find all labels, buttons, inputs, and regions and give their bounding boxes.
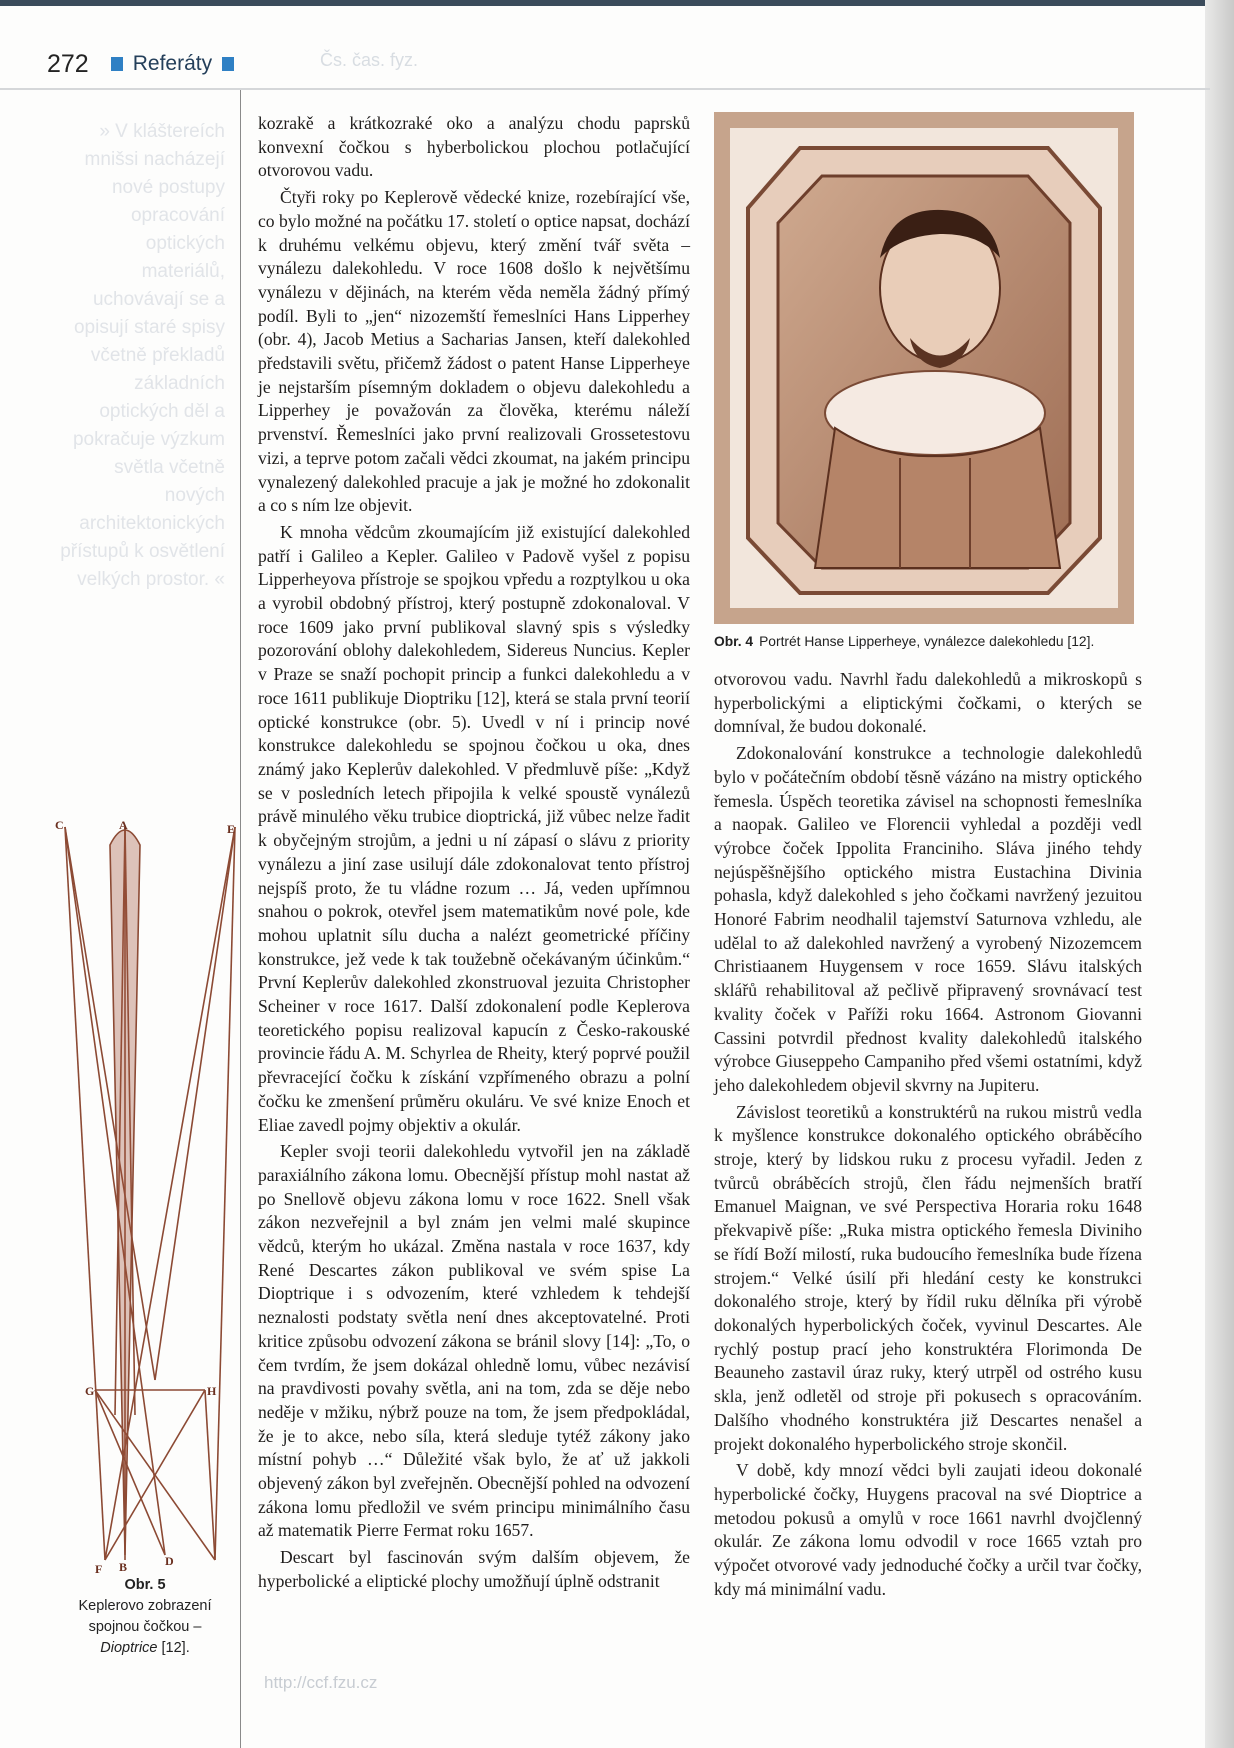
page-edge [1205, 0, 1234, 1748]
footer-url[interactable]: http://ccf.fzu.cz [264, 1673, 378, 1692]
paragraph: kozrakě a krátkozraké oko a analýzu chodu paprsků konvexní čočkou s hyberbolickou plochou potlačující otvorovou vadu. [258, 113, 690, 181]
figure-5-caption-italic: Dioptrice [100, 1640, 158, 1656]
paragraph: Čtyři roky po Keplerově vědecké knize, rozebírající vše, co bylo možné na počátku 17. století o optice napsat, dochází k druhému velkému objevu, který změní tvář světa – vynálezu dalekohledu. V roce 1608 došlo k největšímu vynálezu v dějinách, na kterém věda neměla žádný přímý podíl. Byli to „jen“ nizozemští řemeslníci Hans Lipperhey (obr. 4), Jacob Metius a Sacharias Jansen, kteří dalekohled představili světu, přičemž žádost o patent Hanse Lipperheye je nejstarším písemným dokladem o objevu dalekohledu a Lipperhey je považován za člověka, kterému náleží prvenství. Řemeslníci jako první realizovali Grossetestovu vizi, a teprve potom začali vědci zkoumat, na jakém principu vynalezený dalekohled pracuje a jak je možné ho zdokonalit a co s ním lze objevit. [258, 187, 690, 516]
top-rule [0, 0, 1234, 6]
portrait-drawing [730, 128, 1118, 608]
paragraph: Závislost teoretiků a konstruktérů na rukou mistrů vedla k myšlence konstrukce dokonalého optického obráběcího stroje, který by lidskou ruku z procesu vyřadil. Jeden z tvůrců obráběcích strojů, člen řádu nejmenších bratří Emanuel Maignan, ve své Perspectiva Horaria roku 1648 překvapivě píše: „Ruka mistra optického řemesla Diviniho se řídí Boží milostí, ruka budoucího řemeslníka bude řízena strojem.“ Velké úsilí při hledání cesty ke konstrukci dokonalého stroje, který by řídil ruku dělníka při výrobě dokonalých hyperbolických čoček, vyvinul Descartes. Ale rychlý postup prací jeho konstruktéra Florimonda De Beauneho zastavil úraz ruky, který utrpěl od ostrého kusu skla, jenž odletěl od stroje při pokusech s opracováním. Dalšího vhodného konstruktéra již Descartes nenašel a projekt dokonalého hyperbolického stroje skončil. [714, 1101, 1142, 1454]
paragraph: Kepler svoji teorii dalekohledu vytvořil jen na základě paraxiálního zákona lomu. Obecnější přístup mohl nastat až po Snellově objevu zákona lomu v roce 1622. Snell však zákon nezveřejnil a byl znám jen velmi malé skupince vědců, kterým ho ukázal. Změna nastala v roce 1637, kdy René Descartes zákon publikoval ve svém spise La Dioptrique i s odvozením, které vzhledem k tehdejší neznalosti podstaty světla není dnes akceptovatelné. Proti kritice způsobu odvození zákona se bránil slovy [14]: „To, o čem tvrdím, že jsem dokázal ohledně lomu, vůbec nezávisí na pravdivosti povahy světla, ani na tom, zda se děje nebo neděje v mžiku, nýbrž pouze na tom, že jsem předpokládal, že je to akce, nebo síla, která sleduje tytéž zákony jako místní pohyb …“ Důležité však bylo, že ať už jakkoli objevený zákon byl zveřejněn. Obecnější pohled na odvození zákona lomu předložil ve svém principu minimálního času až matematik Pierre Fermat roku 1657. [258, 1141, 690, 1541]
portrait-engraving [730, 128, 1118, 608]
diagram-point-b: B [119, 1560, 128, 1574]
figure-4-label: Obr. 4 [714, 634, 754, 649]
section-marker-icon [222, 57, 234, 71]
diagram-point-h: H [207, 1384, 217, 1398]
page-number: 272 [47, 49, 89, 78]
diagram-point-g: G [85, 1384, 95, 1398]
running-header [47, 44, 234, 84]
section-title: Referáty [132, 52, 213, 75]
figure-5-diagram [55, 815, 245, 1575]
paragraph: K mnoha vědcům zkoumajícím již existující dalekohled patří i Galileo a Kepler. Galileo v Padově vyšel z popisu Lipperheyova přístroje se spojkou vpředu a rozptylkou u oka a vyrobil obdobný přístroj, který postupně zdokonaloval. V roce 1609 jako první publikoval slavný spis s výsledky pozorování oblohy dalekohledem, Sidereus Nuncius. Kepler v Praze se snaží pochopit princip a funkci dalekohledu a v roce 1611 publikuje Dioptriku [12], která se stala první teorií optické konstrukce (obr. 5). Uvedl v ní i princip nové konstrukce dalekohledu se spojnou čočkou u oka, dnes známý jako Keplerův dalekohled. V předmluvě píše: „Když se v posledních letech připojila k velké spoustě vynálezů právě minulého věku trubice dioptrická, již vůbec nelze řadit k obyčejným strojům, a jedni u ní zápasí o slávu z priority vynálezu a jiní zase usilují dále zdokonalovat tento přístroj nejspíš proto, že tu vládne rozum … Já, veden upřímnou snahou o pokrok, otevřel jsem matematikům nové pole, kde mohou uplatnit sílu ducha a nalézt geometrické příčiny konstrukce, jež vede k tak toužebně očekávaným účinkům.“ První Keplerův dalekohled zkonstruoval jezuita Christopher Scheiner v roce 1617. Další zdokonalení podle Keplerova teoretického popisu realizoval kapucín z Česko-rakouské provincie řádu A. M. Schyrlea de Rheity, který poprvé použil převracející čočku k získání vzpřímeného obrazu a polní čočku ke zmenšení průměru okuláru. Ve své knize Enoch et Eliae zavedl pojmy objektiv a okulár. [258, 521, 690, 1135]
figure-4-text: Portrét Hanse Lipperheye, vynálezce dalekohledu [12]. [759, 634, 1095, 649]
paragraph: Descart byl fascinován svým dalším objevem, že hyperbolické a eliptické plochy umožňují úplně odstranit [258, 1547, 690, 1591]
figure-5-caption [60, 1575, 230, 1659]
figure-5-caption-line2: spojnou čočkou – [88, 1619, 202, 1635]
diagram-point-a: A [119, 818, 128, 832]
show-through-margin-note: » V kláštereích mnišsi nacházejí nové postupy opracování optických materiálů, uchovávají se a opisují staré spisy včetně překladů základních optických děl a pokračuje výzkum světla včetně nových architektonických přístupů k osvětlení velkých prostor. « [60, 121, 225, 590]
diagram-point-f: F [95, 1562, 103, 1575]
figure-5-label: Obr. 5 [124, 1577, 166, 1593]
diagram-point-c: C [55, 818, 64, 832]
paragraph: otvorovou vadu. Navrhl řadu dalekohledů a mikroskopů s hyperbolickými a eliptickými čočkami, o kterých se domníval, že budou dokonalé. [714, 669, 1142, 737]
figure-4-caption [714, 634, 1144, 649]
paragraph: Zdokonalování konstrukce a technologie dalekohledů bylo v počátečním období těsně vázáno na mistry optického řemesla. Úspěch teoretika závisel na schopnosti řemeslníka a naopak. Galileo ve Florencii vyhledal a později vedl výrobce čoček Ippolita Franciniho. Sláva jiného tehdy nejúspěšnějšího optického mistra Eustachina Divinia pohasla, když dalekohled s jeho čočkami navržený jezuitou Honoré Fabrim neodhalil tajemství Saturnova vzhledu, ale udělal to až dalekohled navržený a vyrobený Nizozemcem Christiaanem Huygensem v roce 1659. Slávu italských sklářů rehabilitoval až pečlivě připravený srovnávací test kvality čoček v Paříži roku 1664. Astronom Giovanni Cassini potvrdil přednost kvality dalekohledů italského výrobce Giuseppeho Campaniho před všemi ostatními, když jeho dalekohledem objevil skvrny na Jupiteru. [714, 743, 1142, 1095]
diagram-point-e: E [227, 822, 236, 836]
paragraph: V době, kdy mnozí vědci byli zaujati ideou dokonalé hyperbolické čočky, Huygens pracoval na své Dioptrice a metodou pokusů a omylů v roce 1661 navrhl dvojčlenný okulár. Ze zákona lomu odvodil v roce 1665 vztah pro výpočet otvorové vady jednoduché čočky a určil tvar čočky, kdy má minimální vadu. [714, 1460, 1142, 1599]
section-marker-icon [111, 57, 123, 71]
figure-5-caption-ref: [12]. [161, 1640, 190, 1656]
figure-4-portrait [714, 112, 1134, 624]
figure-5-caption-line1: Keplerovo zobrazení [78, 1598, 212, 1614]
header-rule [0, 88, 1210, 90]
text-column-left [258, 112, 690, 1597]
diagram-point-d: D [165, 1554, 174, 1568]
text-column-right [714, 668, 1142, 1604]
show-through-header: Čs. čas. fyz. [320, 50, 419, 70]
